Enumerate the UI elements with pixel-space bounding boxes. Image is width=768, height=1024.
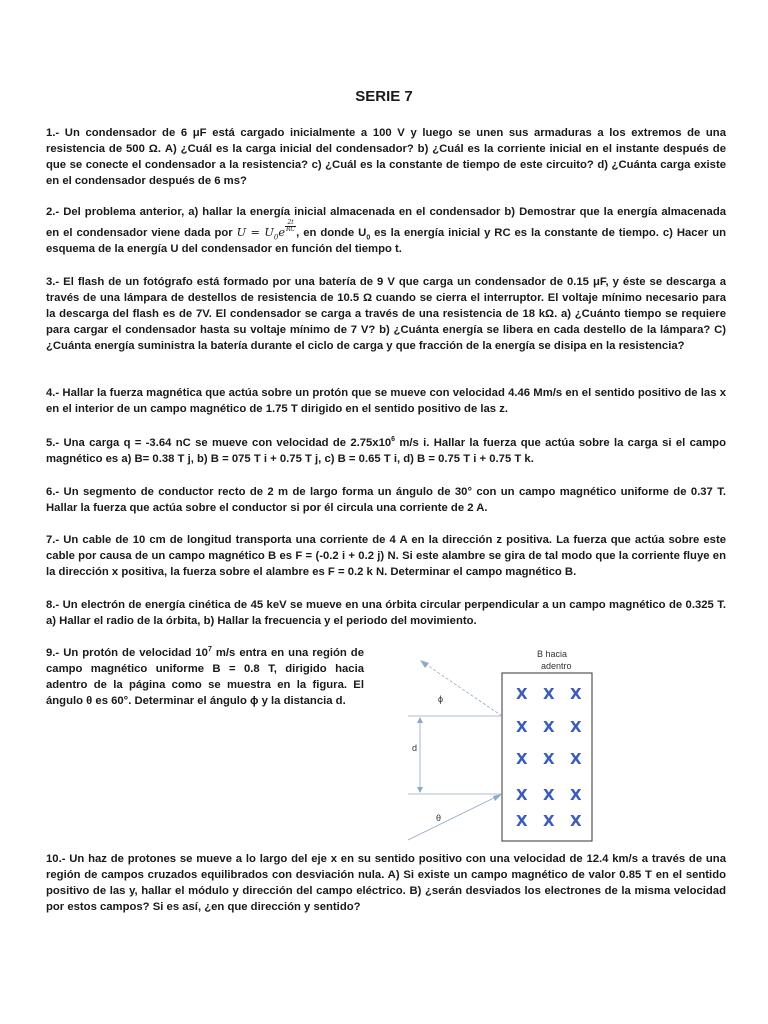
equation-lhs: U = U (236, 226, 274, 239)
problem-1: 1.- Un condensador de 6 μF está cargado inicialmente a 100 V y luego se unen sus armaduras a los extremos de una resistencia de 500 Ω. A) ¿Cuál es la carga inicial del condensador? b) ¿Cuál es la corriente inicial en el instante después de que se conecte el condensador a la resistencia? c) ¿Cuál es la constante de tiempo de este circuito? d) ¿Cuánta carga existe en el condensador después de 6 ms? (46, 127, 726, 187)
field-label-line-1: B hacia (537, 649, 568, 659)
entry-arrowhead (493, 794, 502, 801)
entry-trajectory (408, 794, 502, 840)
problem-10: 10.- Un haz de protones se mueve a lo largo del eje x en su sentido positivo con una velocidad de 12.4 km/s a través de una región de campos cruzados equilibrados con desviación nula. A) Si existe un campo magnético de valor 0.85 T en el sentido positivo de las y, hallar el módulo y dirección del campo eléctrico. B) ¿serán desviados los electrones de la misma velocidad por estos campos? Si es así, ¿en que dirección y sentido? (46, 853, 726, 913)
distance-arrow-bottom (417, 787, 423, 793)
problem-2-text-b: , en donde U (296, 227, 367, 239)
problem-6: 6.- Un segmento de conductor recto de 2 m de largo forma un ángulo de 30° con un campo magnético uniforme de 0.37 T. Hallar la fuerza que actúa sobre el conductor si por él circula una corriente de 2 A. (46, 486, 726, 514)
u0-subscript: 0 (366, 234, 371, 242)
problem-5-exponent: 6 (391, 436, 396, 444)
equation-subscript: 0 (273, 233, 279, 242)
field-x-mark: X (543, 685, 555, 703)
equation-exponent (285, 220, 296, 233)
field-x-mark: X (543, 812, 555, 830)
magnetic-field-figure (390, 640, 630, 845)
problem-4: 4.- Hallar la fuerza magnética que actúa sobre un protón que se mueve con velocidad 4.46 Mm/s en el sentido positivo de las x en el interior de un campo magnético de 1.75 T dirigido en el sentido positivo de las z. (46, 387, 726, 415)
problem-9 (46, 645, 364, 709)
field-x-mark: X (516, 718, 528, 736)
problem-9-text-a: 9.- Un protón de velocidad 10 (46, 647, 208, 659)
figure-svg (390, 640, 630, 845)
exponent-numerator: 2t (285, 220, 296, 227)
problem-2-text-a: 2.- Del problema anterior, a) hallar la energía inicial almacenada en el condensador b) Demostrar que la energía almacenada en el condensador viene dada por (46, 206, 726, 239)
problem-2-text-c: es la energía inicial y RC es la constante de tiempo. c) Hacer un esquema de la energía U del condensador en función del tiempo t. (46, 227, 726, 255)
problem-5 (46, 435, 726, 467)
field-x-mark: X (516, 812, 528, 830)
field-label-line-2: adentro (541, 661, 572, 671)
field-x-mark: X (516, 750, 528, 768)
page-title: SERIE 7 (355, 88, 413, 105)
problem-7: 7.- Un cable de 10 cm de longitud transporta una corriente de 4 A en la dirección z positiva. La fuerza que actúa sobre este cable por causa de un campo magnético B es F = (-0.2 i + 0.2 j) N. Si este alambre se gira de tal modo que la corriente fluye en la dirección x positiva, la fuerza sobre el alambre es F = 0.2 k N. Determinar el campo magnético B. (46, 534, 726, 578)
equation-exp-base: e (278, 226, 286, 239)
exit-trajectory (424, 663, 502, 716)
exit-arrowhead (420, 660, 429, 668)
field-x-mark: X (570, 750, 582, 768)
exponent-denominator: RC (286, 226, 296, 233)
problem-9-text-b: m/s entra en una región de campo magnético uniforme B = 0.8 T, dirigido hacia adentro de la página como se muestra en la figura. El ángulo θ es 60°. Determinar el ángulo ϕ y la distancia d. (46, 647, 364, 707)
distance-arrow-top (417, 717, 423, 723)
phi-label: ϕ (438, 694, 444, 704)
problem-8: 8.- Un electrón de energía cinética de 45 keV se mueve en una órbita circular perpendicular a un campo magnético de 0.325 T. a) Hallar el radio de la órbita, b) Hallar la frecuencia y el periodo del movimiento. (46, 599, 726, 627)
field-x-mark: X (543, 718, 555, 736)
problem-9-exponent: 7 (207, 646, 212, 654)
d-label: d (412, 743, 418, 753)
energy-equation (236, 219, 297, 242)
problem-3: 3.- El flash de un fotógrafo está formado por una batería de 9 V que carga un condensador de 0.15 μF, y éste se descarga a través de una lámpara de destellos de resistencia de 10.5 Ω cuando se cierra el interruptor. El voltaje mínimo necesario para la descarga del flash es de 7V. El condensador se carga a través de una resistencia de 18 kΩ. a) ¿Cuánto tiempo se requiere para cargar el condensador hasta su voltaje mínimo de 7 V? b) ¿Cuánta energía se libera en cada destello de la lámpara? C) ¿Cuánta energía suministra la batería durante el ciclo de carga y que fracción de la energía se disipa en la resistencia? (46, 276, 726, 352)
field-x-mark: X (543, 786, 555, 804)
field-x-mark: X (516, 786, 528, 804)
field-x-mark: X (516, 685, 528, 703)
field-x-marks (516, 685, 582, 830)
problem-5-text-a: 5.- Una carga q = -3.64 nC se mueve con velocidad de 2.75x10 (46, 437, 392, 449)
problem-2 (46, 204, 726, 257)
field-x-mark: X (543, 750, 555, 768)
field-x-mark: X (570, 685, 582, 703)
field-x-mark: X (570, 812, 582, 830)
problem-5-text-b: m/s i. Hallar la fuerza que actúa sobre la carga si el campo magnético es a) B= 0.38 T j, b) B = 075 T i + 0.75 T j, c) B = 0.65 T i, d) B = 0.75 T i + 0.75 T k. (46, 437, 726, 465)
theta-label: θ (436, 813, 442, 823)
field-x-mark: X (570, 718, 582, 736)
field-x-mark: X (570, 786, 582, 804)
